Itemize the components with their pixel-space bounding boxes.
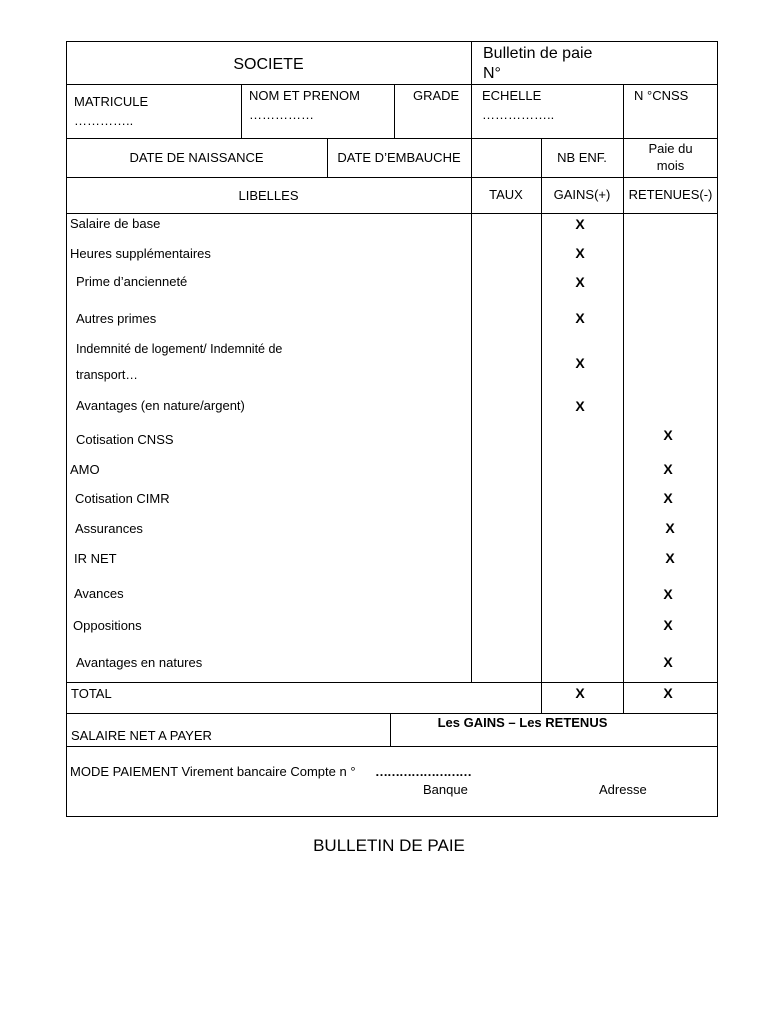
taux-header: TAUX <box>489 187 523 202</box>
document-title: BULLETIN DE PAIE <box>313 836 465 855</box>
paie-du-mois-label-2: mois <box>656 158 685 173</box>
row-divider <box>66 84 718 85</box>
retenues-header: RETENUES(-) <box>628 187 713 202</box>
retenue-mark: X <box>663 427 673 443</box>
gain-mark: X <box>575 310 585 326</box>
retenue-mark: X <box>663 490 673 506</box>
line-label-assurances: Assurances <box>75 521 143 536</box>
line-label-cimr: Cotisation CIMR <box>75 491 170 506</box>
col-divider <box>471 41 472 85</box>
row-divider <box>66 682 718 683</box>
cnss-label: N °CNSS <box>634 88 689 103</box>
account-number-field[interactable]: …………………… <box>375 764 471 779</box>
adresse-label: Adresse <box>599 782 647 797</box>
line-label-avantages-natures: Avantages en natures <box>76 655 203 670</box>
gain-mark: X <box>575 216 585 232</box>
grade-label: GRADE <box>413 88 460 103</box>
libelles-header: LIBELLES <box>238 188 299 203</box>
row-divider <box>66 213 718 214</box>
col-divider <box>471 84 472 138</box>
line-label-oppositions: Oppositions <box>73 618 142 633</box>
date-embauche-label: DATE D’EMBAUCHE <box>337 150 461 165</box>
line-label-prime-anciennete: Prime d’ancienneté <box>76 274 188 289</box>
line-label-avances: Avances <box>74 586 124 601</box>
net-formula: Les GAINS – Les RETENUS <box>437 715 608 730</box>
col-divider <box>241 84 242 138</box>
retenue-mark: X <box>665 520 675 536</box>
company-label: SOCIETE <box>233 56 304 73</box>
col-divider <box>471 177 472 682</box>
retenue-mark: X <box>663 617 673 633</box>
line-label-salaire-base: Salaire de base <box>70 216 161 231</box>
line-label-amo: AMO <box>70 462 100 477</box>
total-retenue-mark: X <box>663 685 673 701</box>
nom-prenom-label: NOM ET PRENOM <box>249 88 360 103</box>
echelle-label: ECHELLE <box>482 88 542 103</box>
line-label-cotisation-cnss: Cotisation CNSS <box>76 432 174 447</box>
col-divider <box>394 84 395 138</box>
gain-mark: X <box>575 398 585 414</box>
nom-prenom-field[interactable]: …………… <box>249 107 314 122</box>
paie-du-mois-label-1: Paie du <box>648 141 693 156</box>
line-label-indemnite-2: transport… <box>76 368 138 382</box>
total-gain-mark: X <box>575 685 585 701</box>
gain-mark: X <box>575 245 585 261</box>
gain-mark: X <box>575 355 585 371</box>
payment-mode-label: MODE PAIEMENT Virement bancaire Compte n ° <box>70 764 356 779</box>
retenue-mark: X <box>665 550 675 566</box>
line-label-autres-primes: Autres primes <box>76 311 157 326</box>
bulletin-title: Bulletin de paie <box>483 45 593 62</box>
row-divider <box>66 713 718 714</box>
col-divider <box>623 84 624 138</box>
banque-label: Banque <box>423 782 468 797</box>
line-label-avantages: Avantages (en nature/argent) <box>76 398 245 413</box>
retenue-mark: X <box>663 654 673 670</box>
line-label-ir-net: IR NET <box>74 551 117 566</box>
gain-mark: X <box>575 274 585 290</box>
retenue-mark: X <box>663 586 673 602</box>
total-label: TOTAL <box>71 686 112 701</box>
matricule-field[interactable]: ………….. <box>74 113 134 128</box>
col-divider <box>471 138 472 177</box>
matricule-label: MATRICULE <box>74 94 149 109</box>
bulletin-number-label: N° <box>483 65 501 82</box>
echelle-field[interactable]: …………….. <box>482 107 555 122</box>
row-divider <box>66 177 718 178</box>
retenue-mark: X <box>663 461 673 477</box>
row-divider <box>66 746 718 747</box>
nb-enfants-label: NB ENF. <box>557 150 607 165</box>
salaire-net-label: SALAIRE NET A PAYER <box>71 728 212 743</box>
line-label-heures-sup: Heures supplémentaires <box>70 246 211 261</box>
line-label-indemnite: Indemnité de logement/ Indemnité de <box>76 342 283 356</box>
row-divider <box>66 138 718 139</box>
gains-header: GAINS(+) <box>553 187 611 202</box>
date-naissance-label: DATE DE NAISSANCE <box>129 150 264 165</box>
